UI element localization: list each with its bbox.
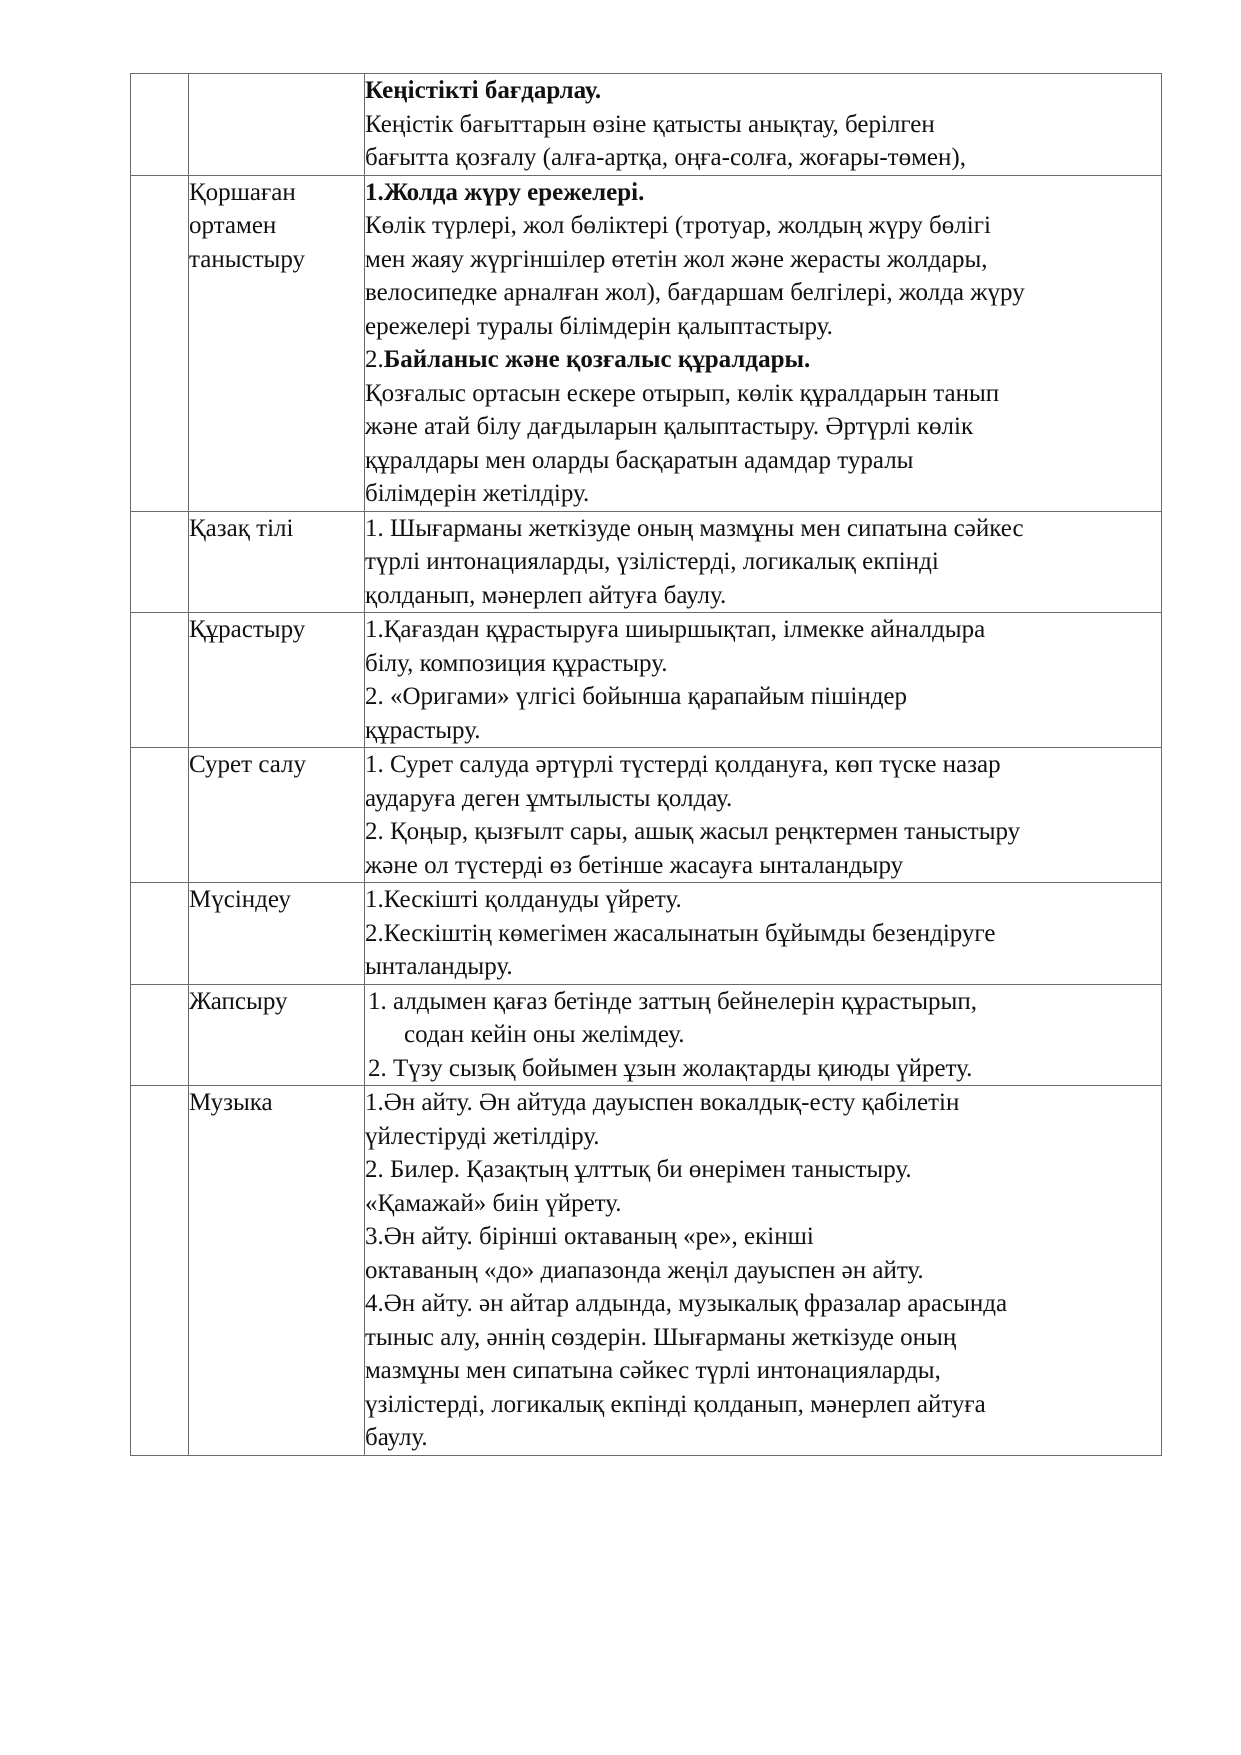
bold-heading-text: 1.Жолда жүру ережелері.	[365, 178, 645, 206]
subject-cell: Музыка	[189, 1086, 365, 1456]
body-text: білімдерін жетілдіру.	[365, 480, 590, 507]
body-text: мен жаяу жүргіншілер өтетін жол және жерасты жолдары,	[365, 245, 988, 273]
content-line	[365, 613, 1161, 647]
curriculum-table	[130, 73, 1162, 1456]
content-line	[365, 1086, 1161, 1120]
table-row	[131, 984, 1162, 1086]
content-cell	[365, 883, 1162, 985]
subject-cell: Қазақ тілі	[189, 511, 365, 613]
subject-cell: Сурет салу	[189, 748, 365, 883]
row-number-cell	[131, 1086, 189, 1456]
content-line	[365, 377, 1161, 411]
body-text: үзілістерді, логикалық екпінді қолданып, мәнерлеп айтуға	[365, 1390, 986, 1418]
table-row	[131, 883, 1162, 985]
content-line	[365, 545, 1161, 579]
body-text: құрастыру.	[365, 716, 481, 744]
body-text: Қозғалыс ортасын ескере отырып, көлік құралдарын танып	[365, 379, 1000, 407]
body-text: 2. Түзу сызық бойымен ұзын жолақтарды қиюды үйрету.	[368, 1054, 973, 1082]
content-line	[365, 512, 1161, 546]
body-text: және ол түстерді өз бетінше жасауға ынталандыру	[365, 851, 904, 879]
content-line	[365, 141, 1161, 175]
body-text: тыныс алу, әннің сөздерін. Шығарманы жеткізуде оның	[365, 1323, 957, 1351]
content-line	[365, 1153, 1161, 1187]
content-line	[368, 985, 1161, 1019]
body-text: ережелері туралы білімдерін қалыптастыру.	[365, 312, 833, 340]
content-line	[365, 1220, 1161, 1254]
content-line	[365, 1287, 1161, 1321]
body-text: аударуға деген ұмтылысты қолдау.	[365, 784, 733, 812]
body-text: содан кейін оны желімдеу.	[404, 1021, 685, 1048]
content-line	[365, 1388, 1161, 1422]
content-line	[365, 579, 1161, 613]
content-cell	[365, 748, 1162, 883]
content-cell	[365, 74, 1162, 176]
content-line	[365, 1187, 1161, 1221]
body-text: «Қамажай» биін үйрету.	[365, 1189, 622, 1217]
body-text: 2.Кескіштің көмегімен жасалынатын бұйымды безендіруге	[365, 919, 996, 947]
body-text: Кеңістік бағыттарын өзіне қатысты анықтау, берілген	[365, 110, 935, 138]
content-line	[365, 748, 1161, 782]
content-line	[365, 815, 1161, 849]
content-line	[365, 410, 1161, 444]
body-text: 1. алдымен қағаз бетінде заттың бейнелерін құрастырып,	[368, 987, 977, 1015]
body-text: 2. «Оригами» үлгісі бойынша қарапайым пішіндер	[365, 683, 908, 710]
row-number-cell	[131, 984, 189, 1086]
body-text: 1. Шығарманы жеткізуде оның мазмұны мен сипатына сәйкес	[365, 514, 1024, 542]
body-text: велосипедке арналған жол), бағдаршам белгілері, жолда жүру	[365, 279, 1025, 306]
content-line	[365, 74, 1161, 108]
body-text: бағытта қозғалу (алға-артқа, оңға-солға, жоғары-төмен),	[365, 144, 966, 171]
row-number-cell	[131, 883, 189, 985]
body-text: Көлік түрлері, жол бөліктері (тротуар, жолдың жүру бөлігі	[365, 212, 991, 239]
content-line	[365, 1354, 1161, 1388]
subject-cell: Жапсыру	[189, 984, 365, 1086]
content-line	[368, 1018, 1161, 1052]
body-text: 2. Қоңыр, қызғылт сары, ашық жасыл реңктермен таныстыру	[365, 818, 1021, 845]
content-line	[365, 917, 1161, 951]
subject-cell: Құрастыру	[189, 613, 365, 748]
content-line	[365, 1321, 1161, 1355]
table-row	[131, 1086, 1162, 1456]
body-text: және атай білу дағдыларын қалыптастыру. Әртүрлі көлік	[365, 413, 974, 440]
body-text: 1.Кескішті қолдануды үйрету.	[365, 886, 682, 913]
body-text: қолданып, мәнерлеп айтуға баулу.	[365, 581, 727, 609]
body-text: 4.Ән айту. ән айтар алдында, музыкалық фразалар арасында	[365, 1290, 1008, 1317]
content-line	[365, 1120, 1161, 1154]
content-line	[365, 1254, 1161, 1288]
subject-cell: Қоршаған ортамен таныстыру	[189, 175, 365, 511]
table-body	[131, 74, 1162, 1456]
table-row	[131, 511, 1162, 613]
content-line	[365, 647, 1161, 681]
body-text: 1.Ән айту. Ән айтуда дауыспен вокалдық-есту қабілетін	[365, 1089, 960, 1116]
body-text: 2. Билер. Қазақтың ұлттық би өнерімен таныстыру.	[365, 1156, 912, 1183]
body-text: 1.Қағаздан құрастыруға шиыршықтап, ілмекке айналдыра	[365, 616, 986, 643]
content-line	[365, 310, 1161, 344]
content-line	[365, 343, 1161, 377]
body-text: мазмұны мен сипатына сәйкес түрлі интонацияларды,	[365, 1357, 941, 1384]
body-text: 1. Сурет салуда әртүрлі түстерді қолдануға, көп түске назар	[365, 751, 1001, 778]
row-number-cell	[131, 511, 189, 613]
body-text: ынталандыру.	[365, 953, 513, 980]
table-row	[131, 74, 1162, 176]
content-line	[365, 108, 1161, 142]
subject-cell: Мүсіндеу	[189, 883, 365, 985]
content-cell	[365, 511, 1162, 613]
body-text: 2.	[365, 346, 384, 373]
table-row	[131, 613, 1162, 748]
body-text: түрлі интонацияларды, үзілістерді, логикалық екпінді	[365, 548, 939, 575]
content-line	[365, 950, 1161, 984]
body-text: құралдары мен оларды басқаратын адамдар туралы	[365, 446, 914, 474]
body-text: 3.Ән айту. бірінші октаваның «ре», екінші	[365, 1223, 814, 1250]
body-text: үйлестіруді жетілдіру.	[365, 1122, 600, 1150]
content-cell	[365, 175, 1162, 511]
bold-heading-text: Кеңістікті бағдарлау.	[365, 77, 602, 104]
row-number-cell	[131, 74, 189, 176]
content-line	[365, 209, 1161, 243]
body-text: білу, композиция құрастыру.	[365, 649, 668, 677]
table-row	[131, 175, 1162, 511]
content-line	[365, 849, 1161, 883]
row-number-cell	[131, 175, 189, 511]
content-line	[365, 1421, 1161, 1455]
body-text: октаваның «до» диапазонда жеңіл дауыспен ән айту.	[365, 1256, 924, 1284]
content-line	[365, 883, 1161, 917]
content-line	[365, 680, 1161, 714]
content-line	[365, 714, 1161, 748]
content-line	[365, 444, 1161, 478]
content-line	[365, 176, 1161, 210]
bold-heading-text: Байланыс және қозғалыс құралдары.	[383, 346, 811, 373]
subject-cell	[189, 74, 365, 176]
row-number-cell	[131, 748, 189, 883]
table-row	[131, 748, 1162, 883]
content-line	[365, 477, 1161, 511]
content-line	[368, 1052, 1161, 1086]
row-number-cell	[131, 613, 189, 748]
content-cell	[365, 984, 1162, 1086]
body-text: баулу.	[365, 1424, 428, 1451]
content-cell	[365, 613, 1162, 748]
content-line	[365, 782, 1161, 816]
content-line	[365, 276, 1161, 310]
content-cell	[365, 1086, 1162, 1456]
content-line	[365, 243, 1161, 277]
